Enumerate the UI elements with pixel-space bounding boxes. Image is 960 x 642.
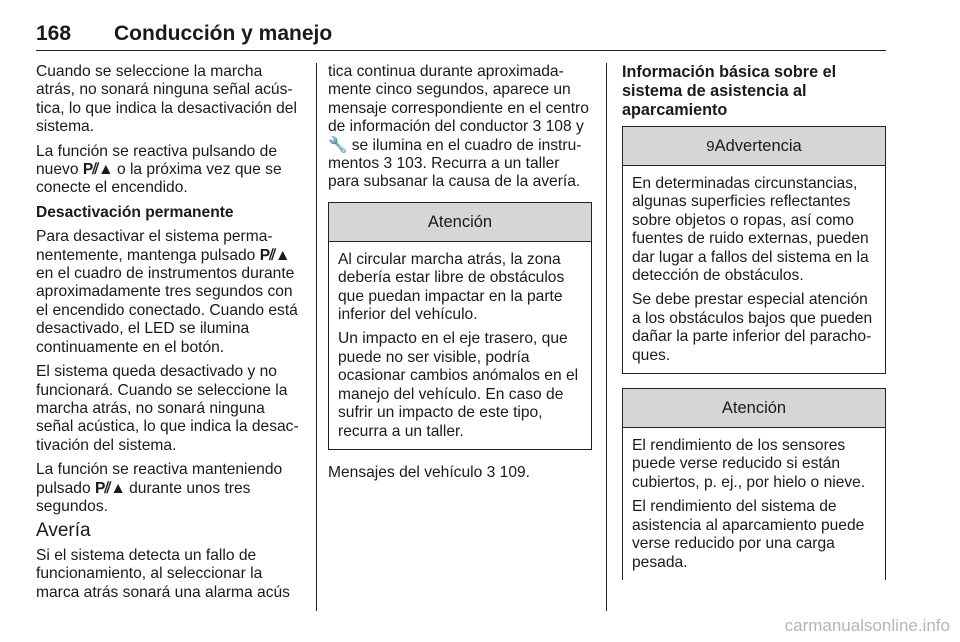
park-assist-icon: P⫽▲ (94, 479, 125, 497)
warning-box (622, 126, 886, 374)
warning-header (623, 127, 885, 166)
column-divider-2 (606, 63, 607, 611)
paragraph (328, 464, 592, 482)
section-heading: Información básica sobre el sistema de asistencia al aparcamiento (622, 63, 837, 119)
paragraph: El rendimiento del sistema de asistencia al aparcamiento puede verse reducido por una carga pesada. (632, 498, 865, 571)
text: 103. Recurra a un taller para subsanar la causa de la avería. (328, 155, 581, 191)
watermark: carmanualsonline.info (784, 616, 950, 635)
paragraph (36, 143, 304, 198)
subheading: Desactivación permanente (36, 203, 234, 221)
warning-title: Advertencia (714, 137, 802, 155)
text: o la próxima vez que se conecte el encendido. (36, 161, 282, 197)
warning-icon: 9 (706, 138, 715, 155)
page-number: 168 (36, 22, 72, 45)
paragraph: Un impacto en el eje trasero, que puede no ser visible, podría ocasionar cambios anómalos en el manejo del vehículo. En caso de sufrir un impacto de este tipo, recurra a un taller. (338, 330, 579, 440)
paragraph: En determinadas circunstancias, algunas superficies reflectantes sobre objetos o ropas, así como fuentes de ruido externas, pueden dar lugar a fallos del sistema en la detección de obstáculos. (632, 175, 869, 285)
wrench-icon: 🔧 (328, 136, 348, 154)
page-header (36, 22, 886, 51)
column-1 (36, 63, 304, 608)
attention-title: Atención (623, 389, 885, 428)
paragraph: El rendimiento de los sensores puede verse reducido si están cubiertos, p. ej., por hielo o nieve. (632, 437, 866, 491)
paragraph (36, 228, 304, 357)
reference-arrow-icon: 3 (383, 155, 393, 173)
paragraph: Cuando se seleccione la marcha atrás, no sonará ninguna señal acústica, lo que indica la desactivación del sistema. (36, 63, 297, 136)
text: en el cuadro de instrumentos durante aproximadamente tres segundos con el encendido conectado. Cuando está desactivado, el LED se ilumina continuamente en el botón. (36, 265, 298, 356)
attention-box (622, 388, 886, 580)
paragraph (328, 63, 592, 192)
reference-arrow-icon: 3 (532, 118, 542, 136)
paragraph: El sistema queda desactivado y no funcionará. Cuando se seleccione la marcha atrás, no sonará ninguna señal acústica, lo que indica la desactivación del sistema. (36, 363, 299, 454)
text: 108 y (541, 118, 584, 136)
paragraph: Se debe prestar especial atención a los obstáculos bajos que pueden dañar la parte inferior del parachoques. (632, 291, 873, 364)
page-title: Conducción y manejo (114, 22, 333, 45)
text: Mensajes del vehículo (328, 463, 487, 481)
column-2 (328, 63, 592, 488)
park-assist-icon: P⫽▲ (82, 161, 113, 179)
text: La función se reactiva pulsando de nuevo (36, 142, 278, 179)
park-assist-icon: P⫽▲ (259, 246, 290, 264)
text: durante unos tres segundos. (36, 479, 251, 515)
text: La función se reactiva manteniendo pulsado (36, 461, 283, 497)
text: se ilumina en el cuadro de instrumentos (328, 136, 582, 173)
column-divider-1 (316, 63, 317, 611)
paragraph: Al circular marcha atrás, la zona debería estar libre de obstáculos que puedan impactar en la parte inferior del vehículo. (338, 250, 565, 324)
paragraph: Si el sistema detecta un fallo de funcionamiento, al seleccionar la marca atrás sonará una alarma acús (36, 546, 290, 601)
text: tica continua durante aproximadamente cinco segundos, aparece un mensaje correspondiente en el centro de información del conductor (328, 63, 589, 136)
attention-title: Atención (329, 203, 591, 242)
attention-box (328, 202, 592, 450)
text: Para desactivar el sistema permanentemente, mantenga pulsado (36, 228, 273, 264)
paragraph (36, 461, 304, 516)
reference-arrow-icon: 3 (486, 463, 496, 481)
column-3 (622, 63, 886, 594)
section-heading: Avería (36, 520, 91, 542)
text: 109. (495, 463, 531, 481)
